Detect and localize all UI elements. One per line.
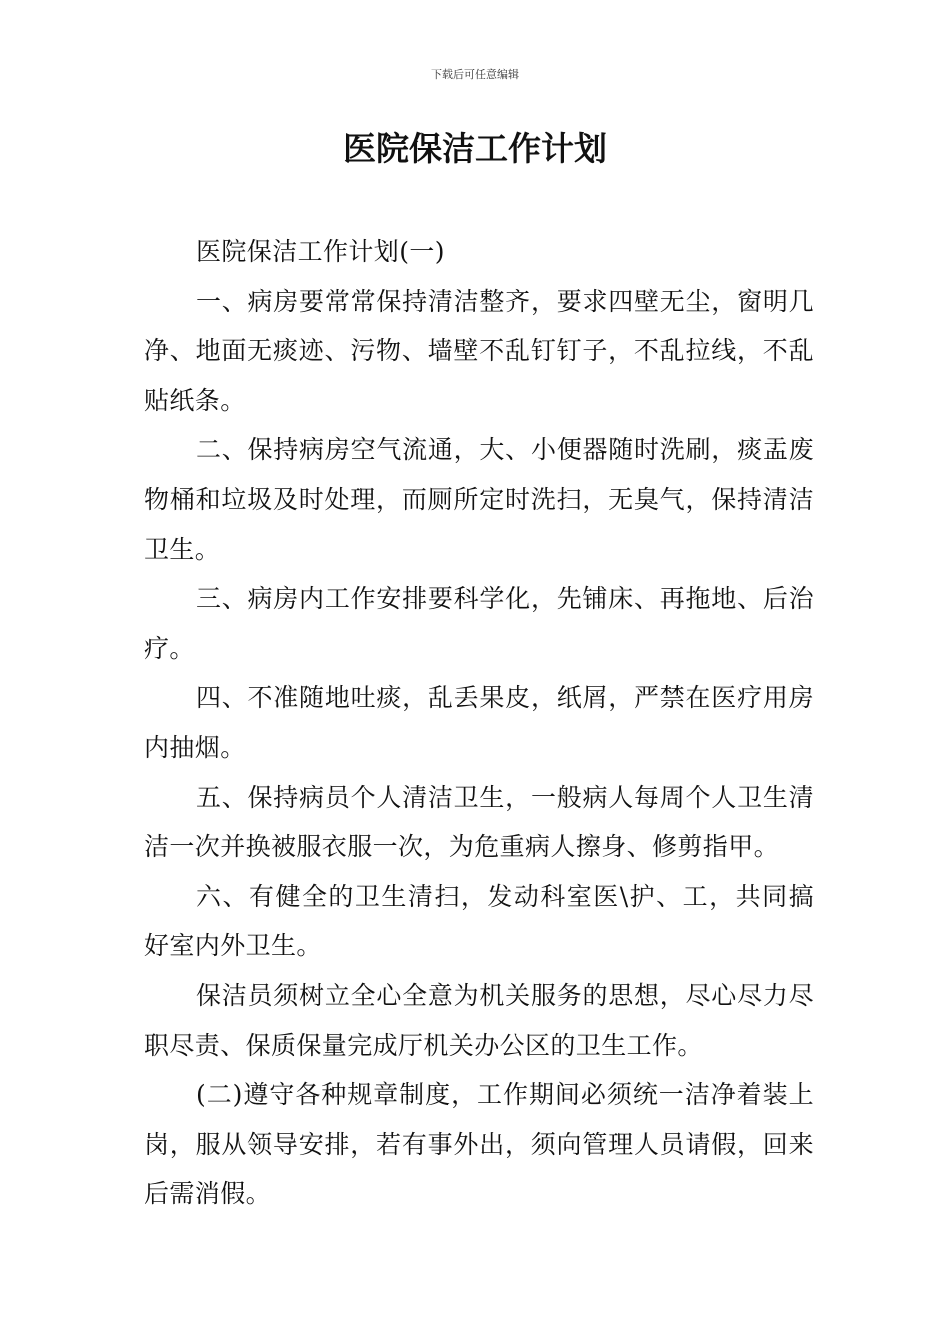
document-title: 医院保洁工作计划: [343, 129, 607, 168]
paragraph-subtitle: 医院保洁工作计划(一): [196, 237, 445, 266]
paragraph-item-3: 三、病房内工作安排要科学化，先铺床、再拖地、后治疗。: [144, 584, 814, 663]
paragraph-item-2: 二、保持病房空气流通，大、小便器随时洗刷，痰盂废物桶和垃圾及时处理，而厕所定时洗扫，无臭气，保持清洁卫生。: [144, 435, 814, 564]
paragraph-item-4: 四、不准随地吐痰，乱丢果皮，纸屑，严禁在医疗用房内抽烟。: [144, 683, 814, 762]
paragraph-item-1: 一、病房要常常保持清洁整齐，要求四壁无尘，窗明几净、地面无痰迹、污物、墙壁不乱钉钉子，不乱拉线，不乱贴纸条。: [144, 286, 814, 415]
paragraph-cleaner-duty: 保洁员须树立全心全意为机关服务的思想，尽心尽力尽职尽责、保质保量完成厅机关办公区的卫生工作。: [144, 980, 814, 1060]
document-body: [144, 227, 814, 1219]
header-note: 下载后可任意编辑: [431, 68, 519, 81]
paragraph-item-6: 六、有健全的卫生清扫，发动科室医\护、工，共同搞好室内外卫生。: [144, 881, 814, 961]
paragraph-item-5: 五、保持病员个人清洁卫生，一般病人每周个人卫生清洁一次并换被服衣服一次，为危重病人擦身、修剪指甲。: [144, 782, 814, 862]
paragraph-rules: (二)遵守各种规章制度，工作期间必须统一洁净着装上岗，服从领导安排，若有事外出，须向管理人员请假，回来后需消假。: [144, 1080, 814, 1209]
